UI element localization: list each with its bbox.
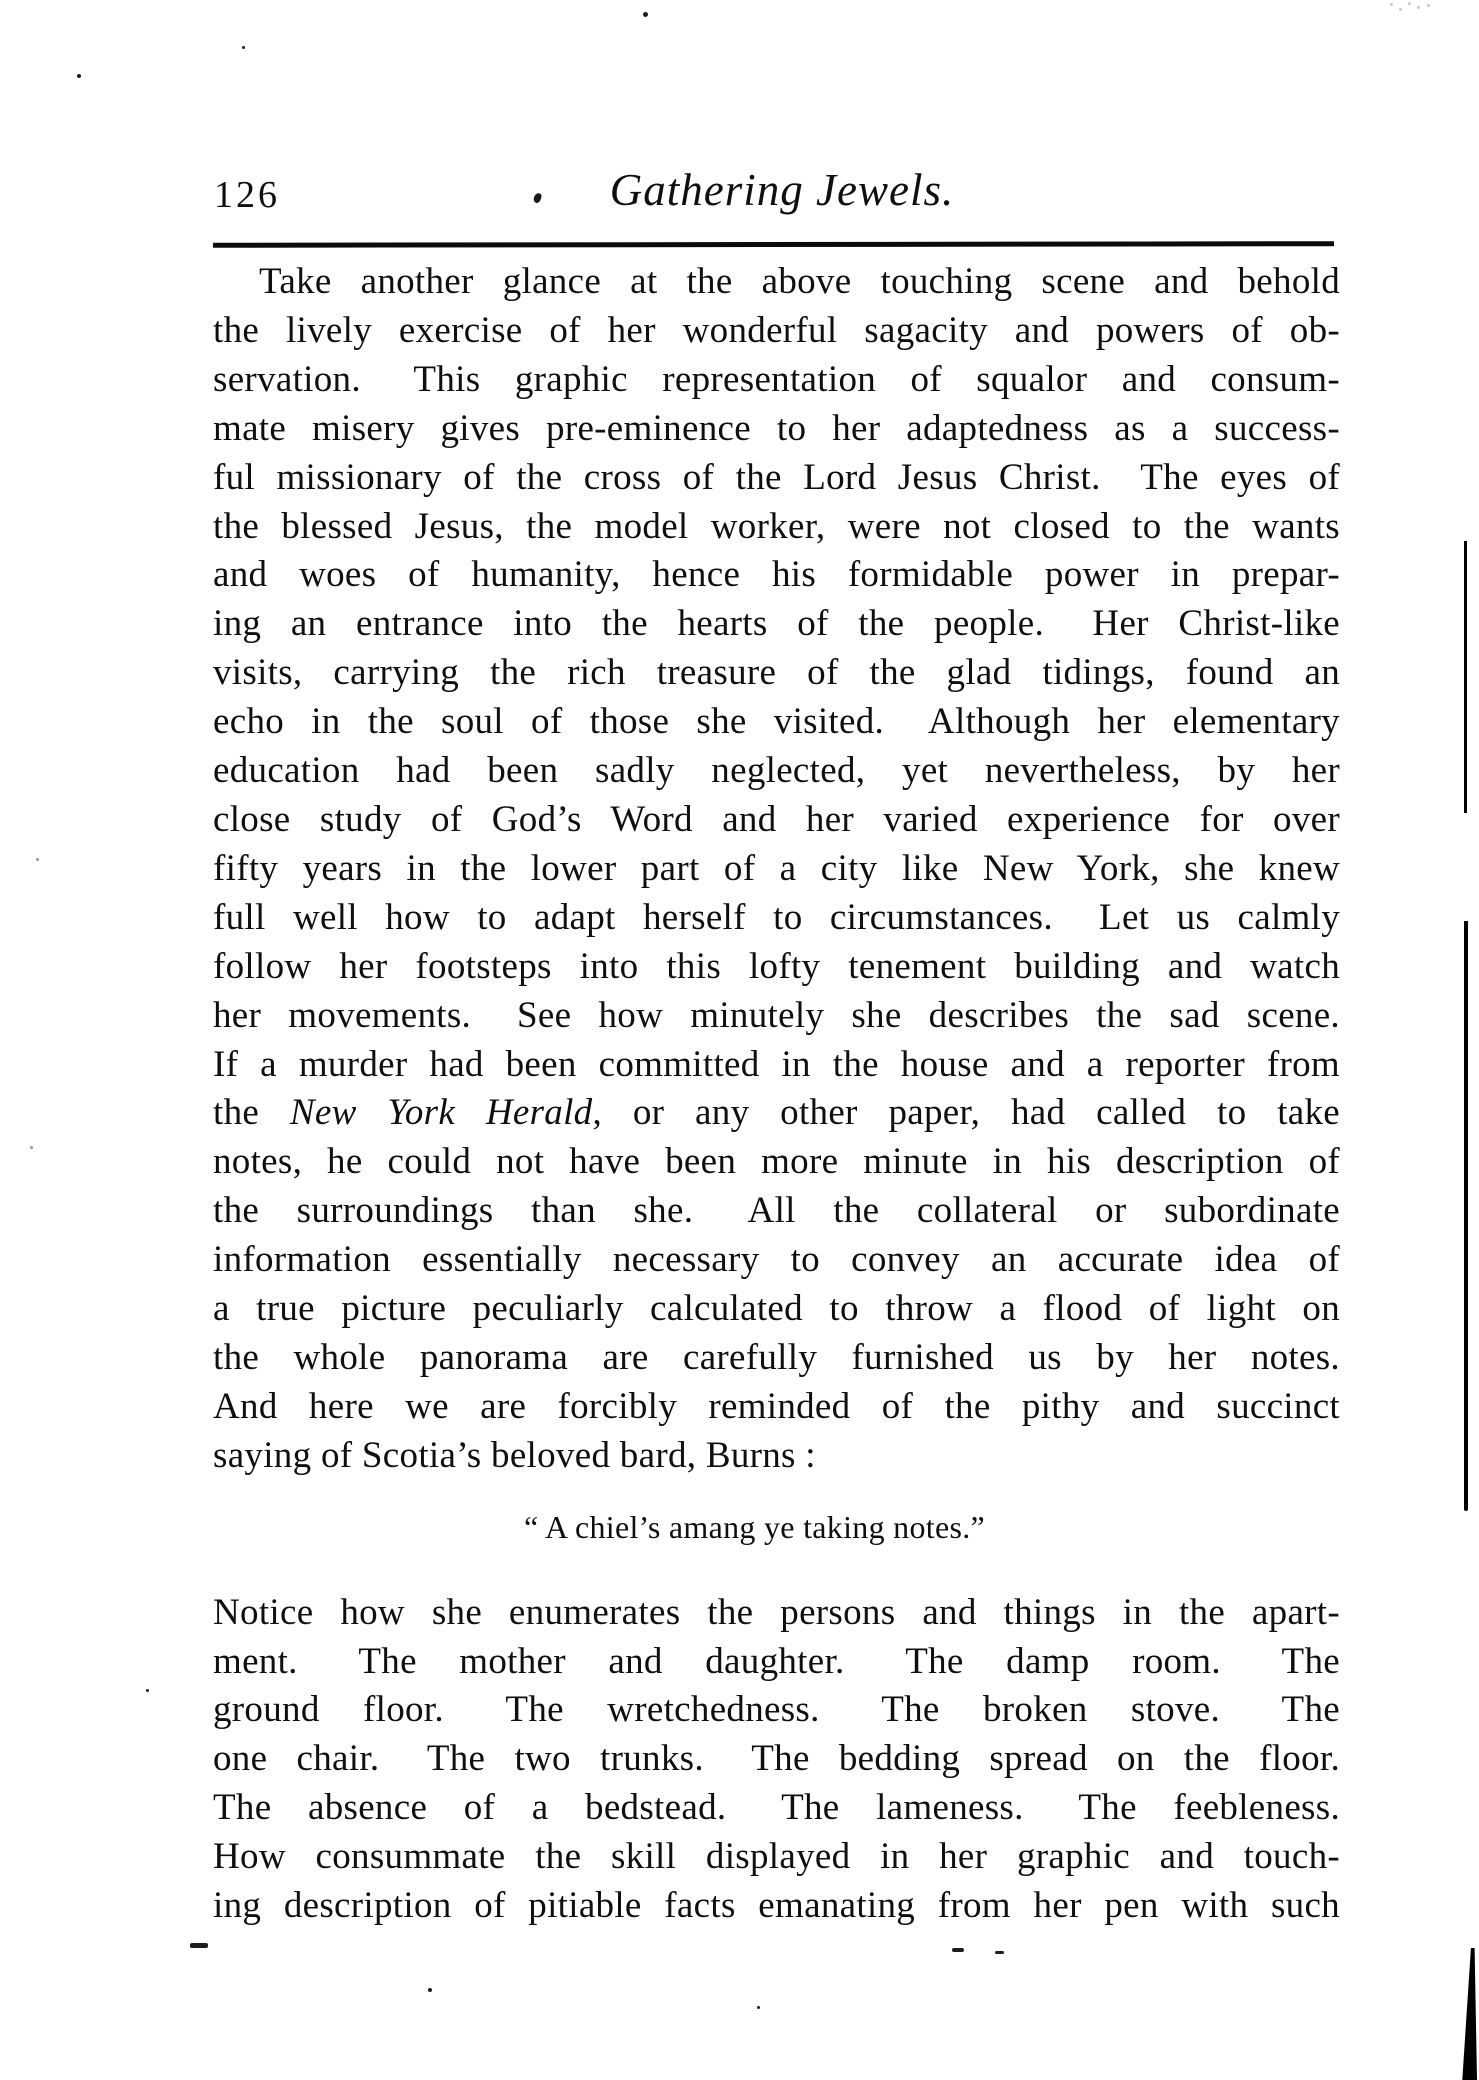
text-line bbox=[213, 1735, 1340, 1784]
scan-speck bbox=[242, 46, 245, 49]
text-segment: ful missionary of the cross of the Lord Jesus Christ. The eyes of bbox=[213, 456, 1340, 498]
text-line bbox=[213, 454, 1340, 503]
scan-speck bbox=[533, 192, 543, 204]
text-segment: notes, he could not have been more minute in his description of bbox=[213, 1141, 1340, 1183]
text-segment: information essentially necessary to convey an accurate idea of bbox=[213, 1239, 1340, 1281]
scan-speck bbox=[146, 1689, 149, 1692]
scan-speck bbox=[30, 1146, 33, 1149]
text-line bbox=[213, 600, 1340, 649]
text-segment: full well how to adapt herself to circumstances. Let us calmly bbox=[213, 896, 1340, 938]
text-segment: education had been sadly neglected, yet nevertheless, by her bbox=[213, 750, 1340, 792]
scan-speck bbox=[952, 1948, 964, 1952]
text-segment: servation. This graphic representation of squalor and consum- bbox=[213, 358, 1340, 400]
text-line bbox=[213, 943, 1340, 992]
text-line bbox=[213, 1383, 1340, 1432]
text-line bbox=[213, 503, 1340, 552]
text-segment: saying of Scotia’s beloved bard, Burns : bbox=[213, 1434, 816, 1476]
text-segment: ing an entrance into the hearts of the people. Her Christ-like bbox=[213, 603, 1340, 645]
scan-speck bbox=[995, 1951, 1004, 1954]
page-number: 126 bbox=[214, 174, 280, 216]
text-segment: one chair. The two trunks. The bedding spread on the floor. bbox=[213, 1738, 1340, 1780]
text-line bbox=[213, 405, 1340, 454]
scan-speck bbox=[77, 74, 81, 78]
text-segment: The absence of a bedstead. The lameness. The feebleness. bbox=[213, 1787, 1340, 1829]
scan-artifact-edge-line bbox=[1464, 921, 1468, 1511]
text-segment: , or any other paper, had called to take bbox=[592, 1092, 1341, 1134]
text-line bbox=[213, 1041, 1340, 1090]
text-line bbox=[213, 1236, 1340, 1285]
text-line bbox=[213, 1334, 1340, 1383]
scan-speck bbox=[190, 1943, 208, 1948]
text-line bbox=[213, 1432, 1340, 1481]
scan-speck bbox=[1427, 4, 1430, 7]
text-segment: ground floor. The wretchedness. The broken stove. The bbox=[213, 1689, 1340, 1731]
text-segment: the bbox=[213, 1092, 290, 1134]
blockquote: “ A chiel’s amang ye taking notes.” bbox=[523, 1508, 986, 1545]
text-segment: the surroundings than she. All the collateral or subordinate bbox=[213, 1190, 1340, 1232]
text-line bbox=[213, 1784, 1340, 1833]
text-line bbox=[213, 356, 1340, 405]
paragraph-1 bbox=[213, 258, 1340, 1481]
scan-speck bbox=[428, 1988, 432, 1992]
scan-artifact-edge-line bbox=[1464, 541, 1467, 813]
text-line bbox=[213, 747, 1340, 796]
text-segment: echo in the soul of those she visited. Although her elementary bbox=[213, 701, 1340, 743]
page-body bbox=[213, 258, 1340, 1931]
text-line bbox=[213, 1686, 1340, 1735]
text-segment: Notice how she enumerates the persons and things in the apart- bbox=[213, 1591, 1340, 1633]
text-line bbox=[213, 845, 1340, 894]
text-segment: the whole panorama are carefully furnished us by her notes. bbox=[213, 1336, 1340, 1378]
text-line bbox=[213, 1285, 1340, 1334]
text-segment: Take another glance at the above touching scene and behold bbox=[259, 261, 1340, 302]
text-line bbox=[213, 1882, 1340, 1931]
text-line bbox=[213, 1187, 1340, 1236]
text-segment: fifty years in the lower part of a city like New York, she knew bbox=[213, 847, 1340, 889]
text-line bbox=[213, 796, 1340, 845]
scan-speck bbox=[1408, 2, 1411, 5]
text-line bbox=[213, 551, 1340, 600]
text-segment: her movements. See how minutely she describes the sad scene. bbox=[213, 994, 1340, 1036]
text-line bbox=[213, 1833, 1340, 1882]
text-line bbox=[213, 1589, 1340, 1638]
text-segment: the blessed Jesus, the model worker, were not closed to the wants bbox=[213, 505, 1340, 547]
scan-speck bbox=[1399, 8, 1402, 11]
text-line bbox=[213, 307, 1340, 356]
running-title: Gathering Jewels. bbox=[609, 165, 955, 215]
scan-speck bbox=[757, 2006, 760, 2009]
text-segment: ment. The mother and daughter. The damp room. The bbox=[213, 1640, 1340, 1682]
text-line bbox=[213, 649, 1340, 698]
text-segment: a true picture peculiarly calculated to throw a flood of light on bbox=[213, 1288, 1340, 1330]
text-segment: mate misery gives pre-eminence to her adaptedness as a success- bbox=[213, 407, 1340, 449]
header-rule bbox=[213, 241, 1334, 248]
text-segment: visits, carrying the rich treasure of the glad tidings, found an bbox=[213, 652, 1340, 694]
text-line bbox=[213, 1138, 1340, 1187]
text-line bbox=[213, 992, 1340, 1041]
scan-artifact-corner-shadow bbox=[1461, 1948, 1477, 2080]
text-segment: close study of God’s Word and her varied experience for over bbox=[213, 798, 1340, 840]
text-line bbox=[213, 698, 1340, 747]
text-segment: If a murder had been committed in the house and a reporter from bbox=[213, 1043, 1340, 1085]
text-line bbox=[213, 258, 1340, 307]
text-segment: ing description of pitiable facts emanating from her pen with such bbox=[213, 1885, 1340, 1927]
text-segment: follow her footsteps into this lofty tenement building and watch bbox=[213, 945, 1340, 987]
scan-speck bbox=[1390, 3, 1393, 6]
text-segment: and woes of humanity, hence his formidable power in prepar- bbox=[213, 554, 1340, 596]
text-segment: How consummate the skill displayed in her graphic and touch- bbox=[213, 1836, 1340, 1878]
scan-speck bbox=[1417, 6, 1420, 9]
italic-text: New York Herald bbox=[289, 1092, 593, 1134]
text-segment: And here we are forcibly reminded of the pithy and succinct bbox=[213, 1385, 1340, 1427]
text-line bbox=[213, 894, 1340, 943]
paragraph-2 bbox=[213, 1589, 1340, 1931]
text-line bbox=[213, 1638, 1340, 1687]
scan-speck bbox=[643, 12, 648, 17]
text-line bbox=[213, 1089, 1340, 1138]
text-segment: the lively exercise of her wonderful sagacity and powers of ob- bbox=[213, 309, 1340, 351]
scan-speck bbox=[36, 858, 39, 861]
